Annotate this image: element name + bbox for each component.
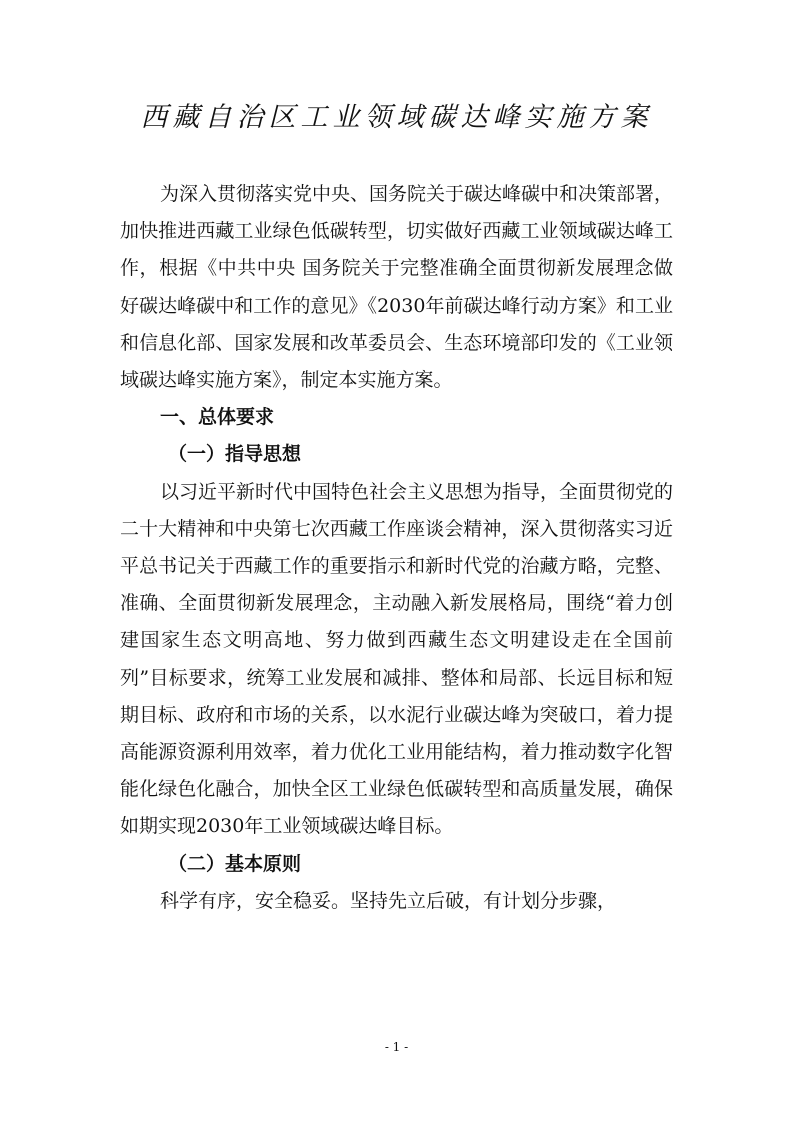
document-title: 西藏自治区工业领域碳达峰实施方案 bbox=[140, 102, 653, 133]
subsection-heading-guiding-ideology: （一）指导思想 bbox=[168, 443, 302, 466]
document-body bbox=[120, 176, 673, 920]
page-number: - 1 - bbox=[384, 1040, 409, 1054]
section-heading-general-requirements: 一、总体要求 bbox=[160, 406, 275, 429]
basic-principles-paragraph: 科学有序，安全稳妥。坚持先立后破，有计划分步骤， bbox=[160, 889, 617, 912]
intro-paragraph: 为深入贯彻落实党中央、国务院关于碳达峰碳中和决策部署，加快推进西藏工业绿色低碳转型，切实做好西藏工业领域碳达峰工作，根据《中共中央 国务院关于完整准确全面贯彻新发展理念做好碳达峰碳中和工作的意见》《2030年前碳达峰行动方案》和工业和信息化部、国家发展和改革委员会、生态环境部印发的《工业领域碳达峰实施方案》，制定本实施方案。 bbox=[120, 183, 674, 392]
subsection-heading-basic-principles: （二）基本原则 bbox=[168, 852, 302, 875]
guiding-ideology-paragraph: 以习近平新时代中国特色社会主义思想为指导，全面贯彻党的二十大精神和中央第七次西藏工作座谈会精神，深入贯彻落实习近平总书记关于西藏工作的重要指示和新时代党的治藏方略，完整、准确、全面贯彻新发展理念，主动融入新发展格局，围绕“着力创建国家生态文明高地、努力做到西藏生态文明建设走在全国前列”目标要求，统筹工业发展和减排、整体和局部、长远目标和短期目标、政府和市场的关系，以水泥行业碳达峰为突破口，着力提高能源资源利用效率，着力优化工业用能结构，着力推动数字化智能化绿色化融合，加快全区工业绿色低碳转型和高质量发展，确保如期实现2030年工业领域碳达峰目标。 bbox=[120, 480, 674, 838]
